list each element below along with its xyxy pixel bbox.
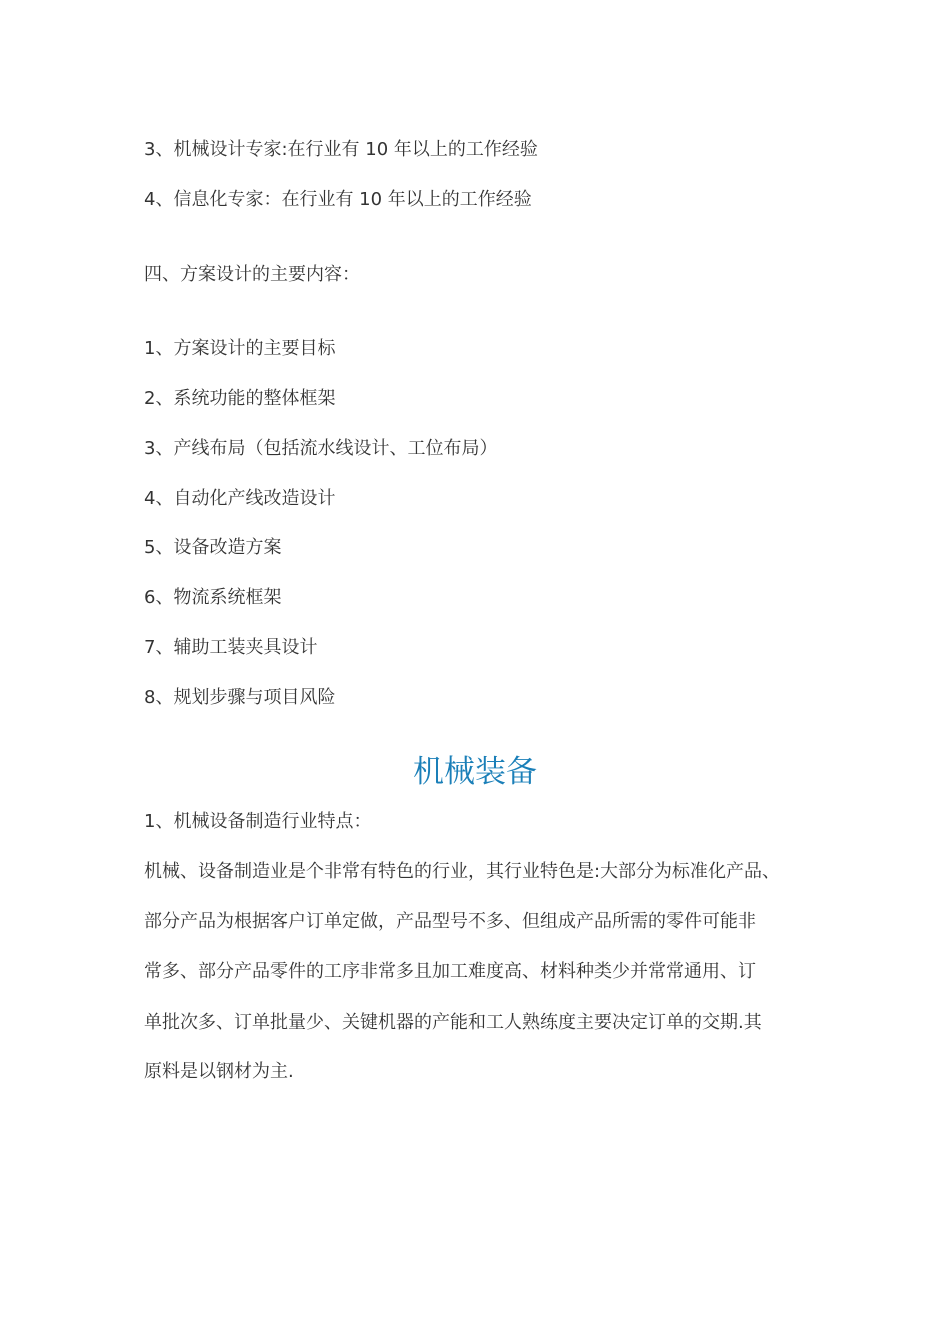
expert-line-mechanical: 3、机械设计专家:在行业有 10 年以上的工作经验	[144, 139, 538, 160]
list-item: 6、物流系统框架	[144, 587, 282, 608]
paragraph-line: 单批次多、订单批量少、关键机器的产能和工人熟练度主要决定订单的交期.其	[144, 1012, 762, 1033]
section-heading-machinery: 机械装备	[413, 754, 537, 790]
list-item: 8、规划步骤与项目风险	[144, 687, 336, 708]
machinery-subtitle: 1、机械设备制造行业特点：	[144, 811, 372, 832]
list-item: 3、产线布局（包括流水线设计、工位布局）	[144, 438, 498, 459]
list-item: 5、设备改造方案	[144, 537, 282, 558]
list-item: 7、辅助工装夹具设计	[144, 637, 318, 658]
list-item: 1、方案设计的主要目标	[144, 338, 336, 359]
list-item: 2、系统功能的整体框架	[144, 388, 336, 409]
section-four-title: 四、方案设计的主要内容：	[144, 264, 360, 285]
paragraph-line: 部分产品为根据客户订单定做，产品型号不多、但组成产品所需的零件可能非	[144, 911, 756, 932]
expert-line-it: 4、信息化专家：在行业有 10 年以上的工作经验	[144, 189, 532, 210]
paragraph-line: 常多、部分产品零件的工序非常多且加工难度高、材料种类少并常常通用、订	[144, 961, 756, 982]
paragraph-line: 原料是以钢材为主.	[144, 1061, 294, 1082]
paragraph-line: 机械、设备制造业是个非常有特色的行业，其行业特色是:大部分为标准化产品、	[144, 861, 781, 882]
list-item: 4、自动化产线改造设计	[144, 488, 336, 509]
